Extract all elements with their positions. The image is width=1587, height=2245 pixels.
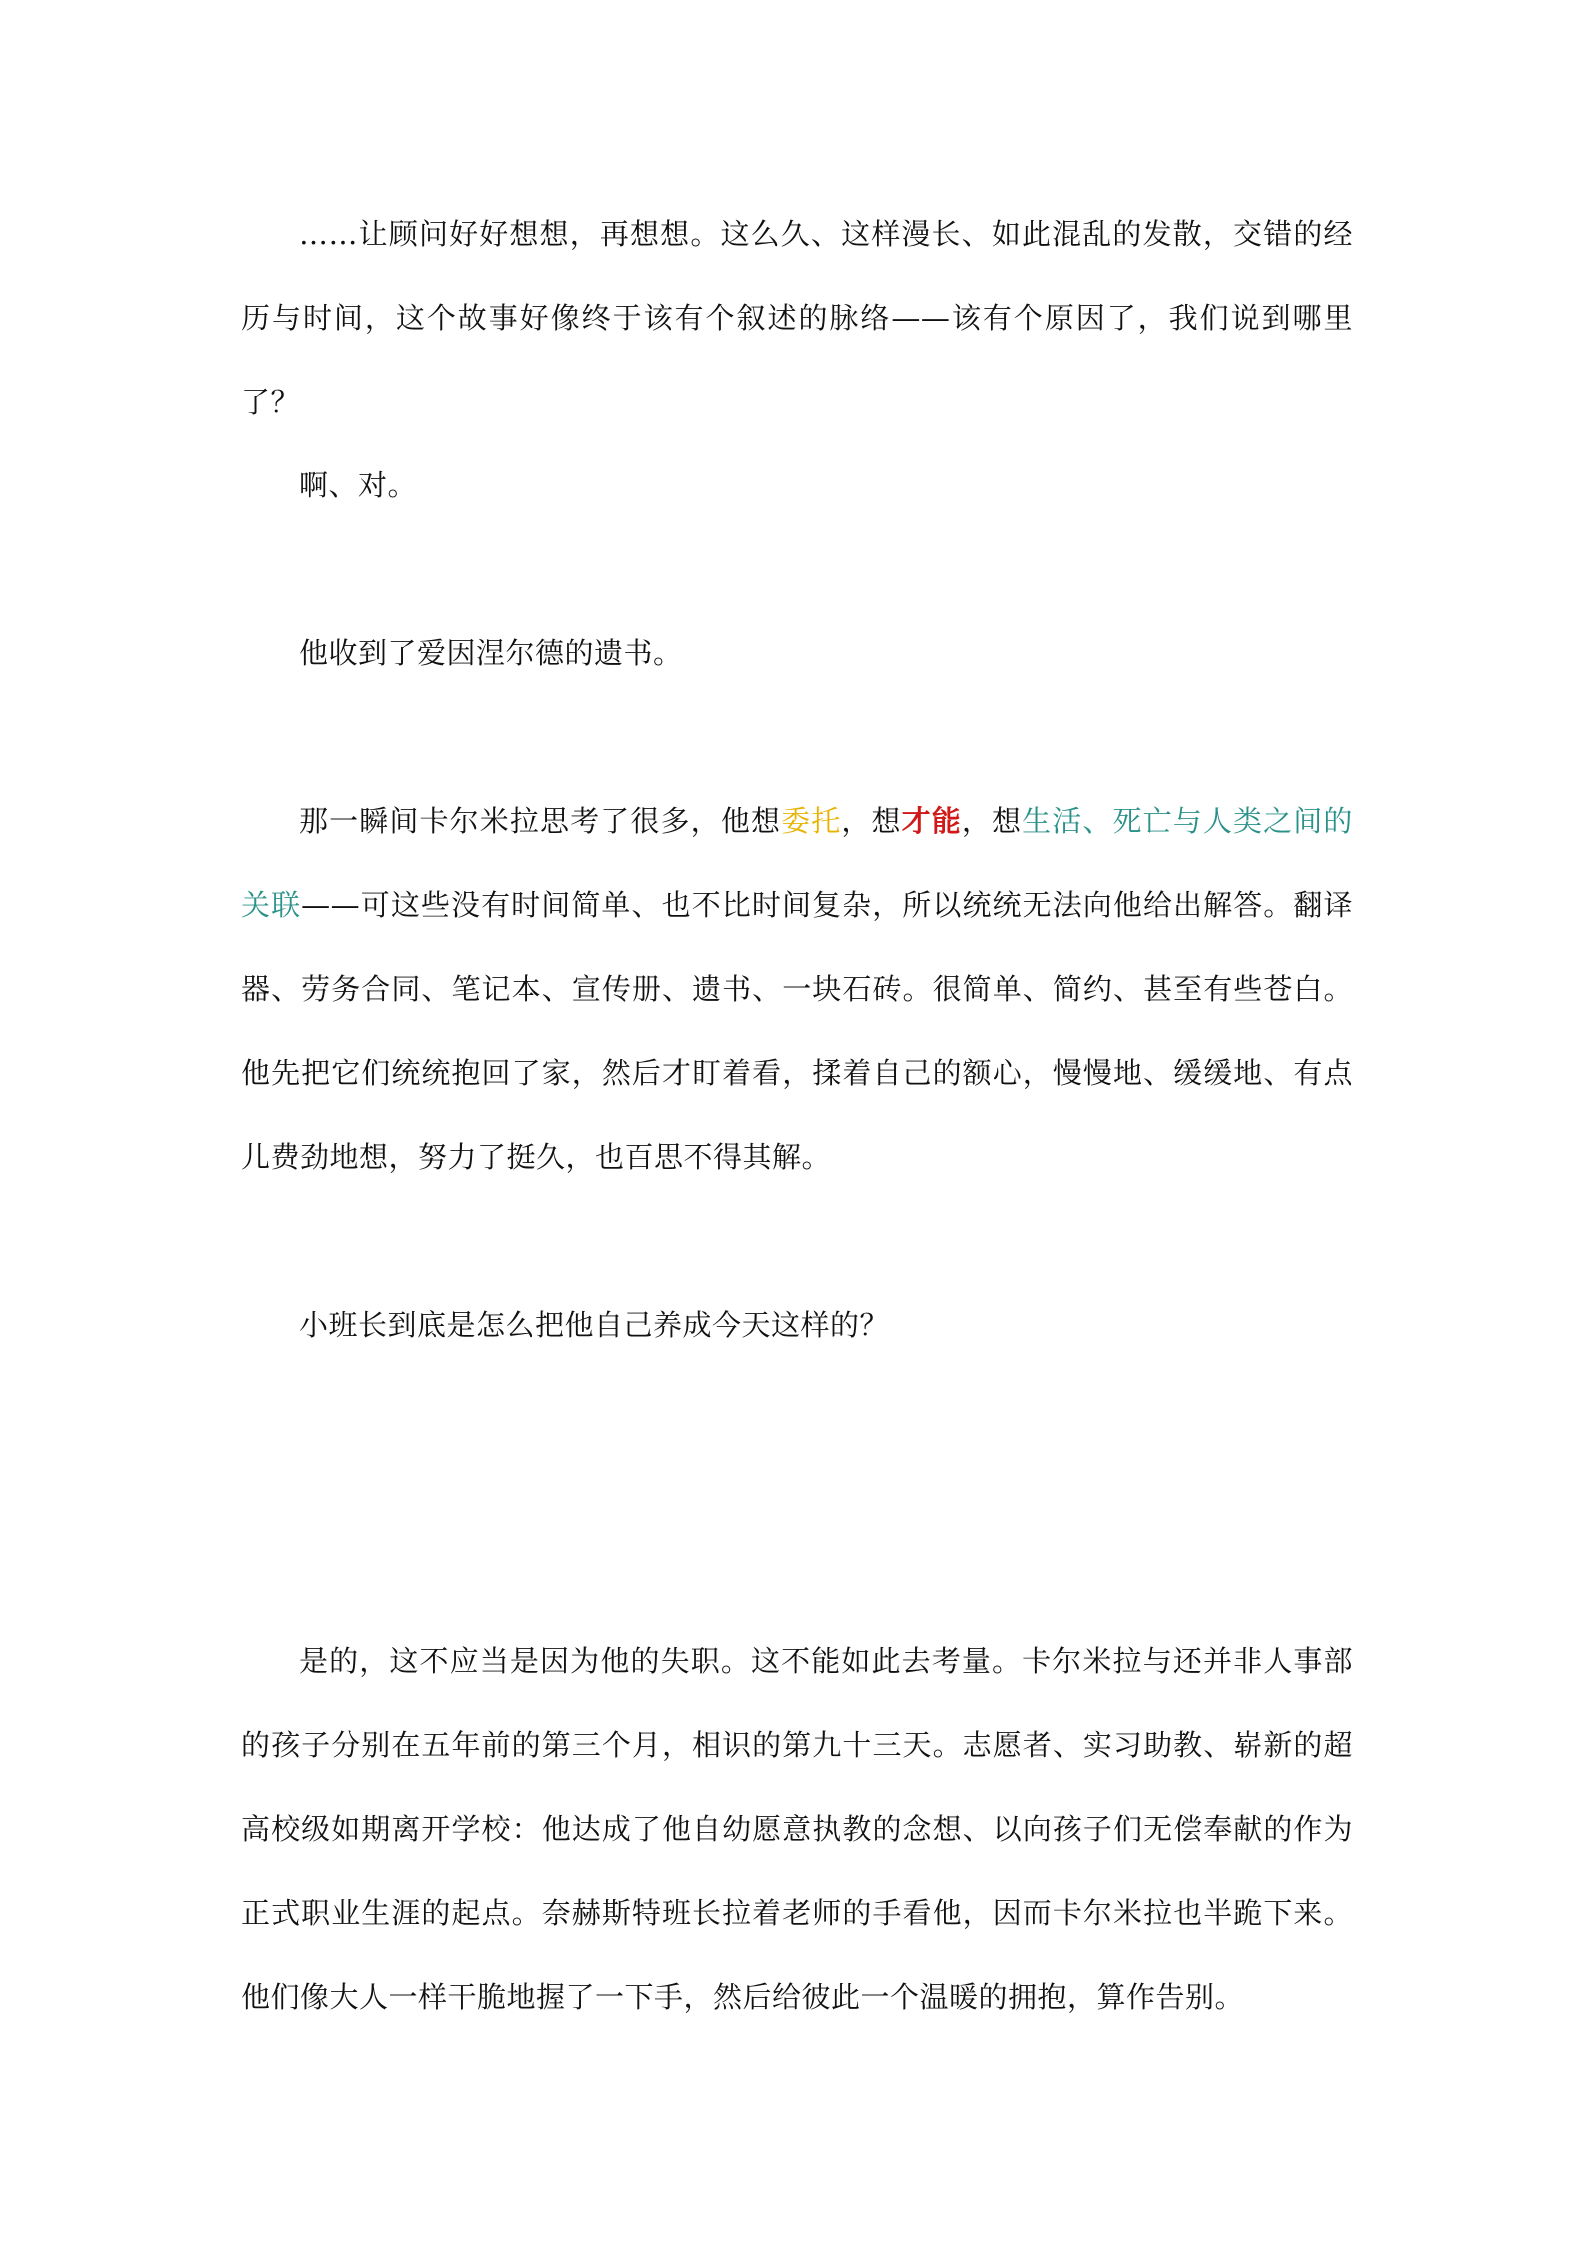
paragraph-4-text-before: 那一瞬间卡尔米拉思考了很多，他想 — [299, 804, 782, 838]
document-page — [241, 0, 1353, 2245]
paragraph-4 — [241, 779, 1353, 1199]
paragraph-4-text-after: ——可这些没有时间简单、也不比时间复杂，所以统统无法向他给出解答。翻译器、劳务合同、笔记本、宣传册、遗书、一块石砖。很简单、简约、甚至有些苍白。他先把它们统统抱回了家，然后才盯着看，揉着自己的额心，慢慢地、缓缓地、有点儿费劲地想，努力了挺久，也百思不得其解。 — [241, 888, 1353, 1174]
paragraph-5: 小班长到底是怎么把他自己养成今天这样的？ — [299, 1308, 890, 1342]
paragraph-6: 是的，这不应当是因为他的失职。这不能如此去考量。卡尔米拉与还并非人事部的孩子分别在五年前的第三个月，相识的第九十三天。志愿者、实习助教、崭新的超高校级如期离开学校：他达成了他自幼愿意执教的念想、以向孩子们无偿奉献的作为正式职业生涯的起点。奈赫斯特班长拉着老师的手看他，因而卡尔米拉也半跪下来。他们像大人一样干脆地握了一下手，然后给彼此一个温暖的拥抱，算作告别。 — [241, 1644, 1353, 2014]
paragraph-4-text-mid-1: ，想 — [841, 804, 902, 838]
paragraph-2: 啊、对。 — [299, 468, 418, 502]
highlight-relation: 生活、死亡与人类之间的关联 — [241, 804, 1353, 922]
paragraph-4-text-mid-2: ，想 — [961, 804, 1023, 838]
highlight-talent: 才能 — [901, 804, 962, 838]
paragraph-1: ……让顾问好好想想，再想想。这么久、这样漫长、如此混乱的发散，交错的经历与时间，这个故事好像终于该有个叙述的脉络——该有个原因了，我们说到哪里了？ — [241, 217, 1353, 419]
paragraph-3: 他收到了爱因涅尔德的遗书。 — [299, 636, 683, 670]
highlight-entrust: 委托 — [781, 804, 842, 838]
